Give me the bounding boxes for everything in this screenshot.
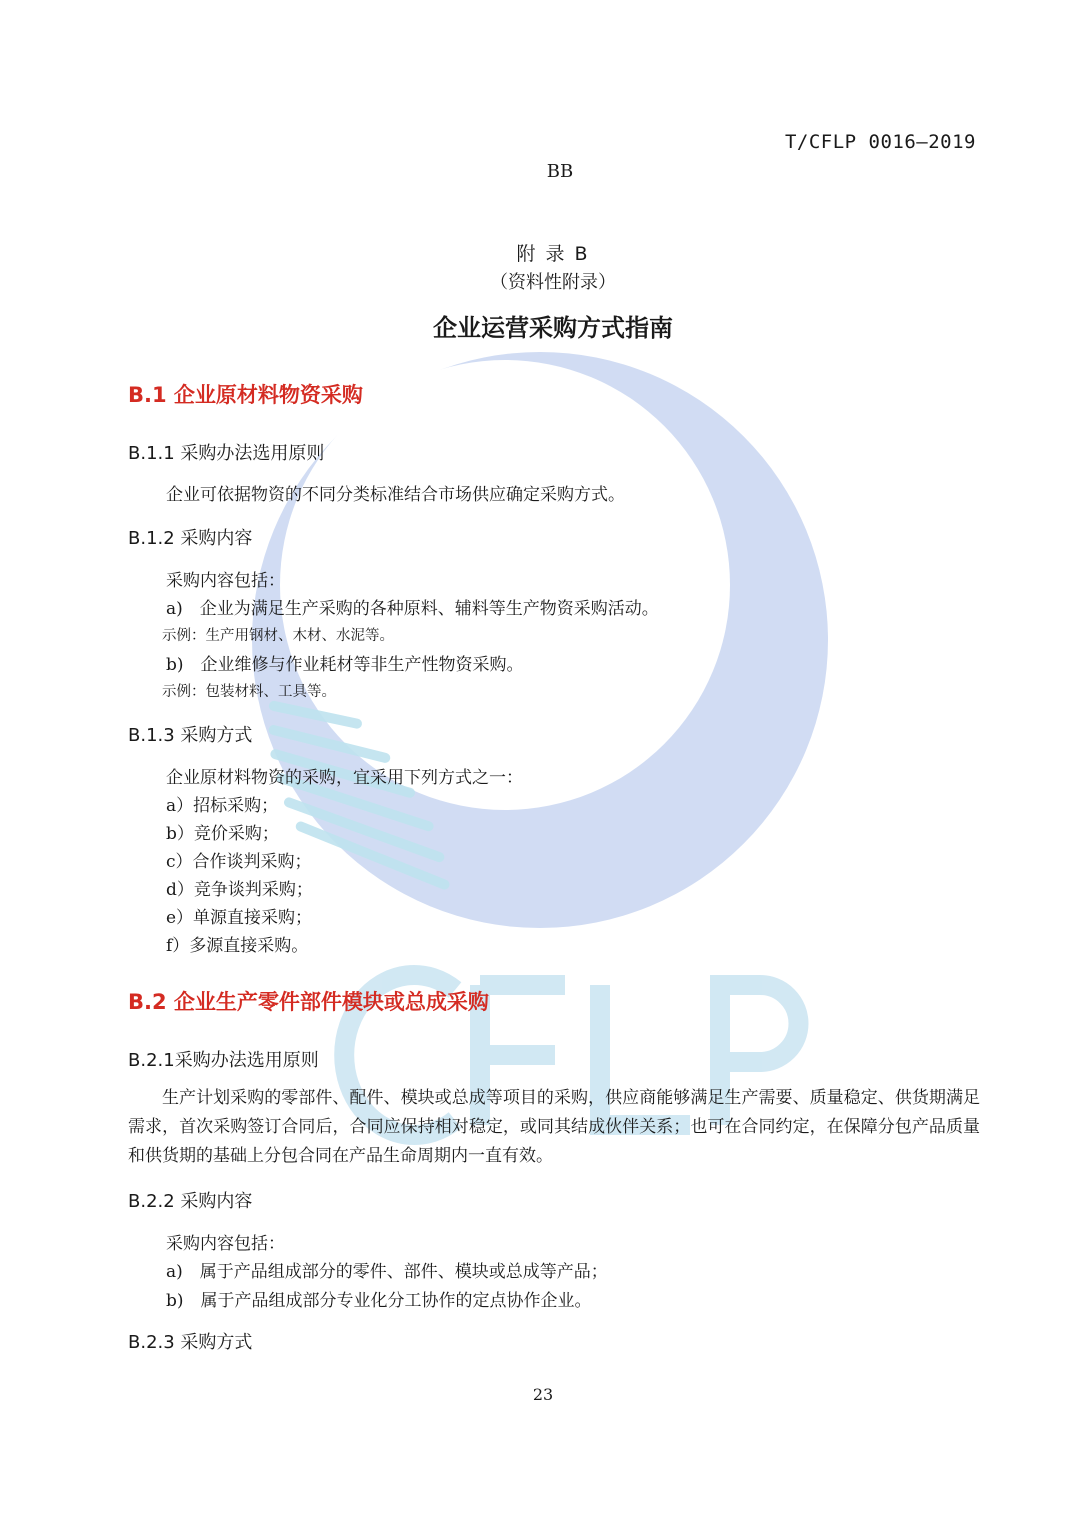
document-title: 企业运营采购方式指南 bbox=[433, 314, 673, 342]
section-b21-heading: B.2.1采购办法选用原则 bbox=[128, 1050, 319, 1071]
section-b12-intro: 采购内容包括： bbox=[166, 571, 285, 591]
section-b22-intro: 采购内容包括： bbox=[166, 1234, 285, 1254]
page-number: 23 bbox=[532, 1385, 554, 1404]
section-b23-heading: B.2.3 采购方式 bbox=[128, 1332, 253, 1353]
section-b22-item-b: b) 属于产品组成部分专业化分工协作的定点协作企业。 bbox=[166, 1291, 592, 1311]
section-b12-example-a: 示例：生产用钢材、木材、水泥等。 bbox=[162, 628, 394, 644]
section-b11-text: 企业可依据物资的不同分类标准结合市场供应确定采购方式。 bbox=[166, 485, 625, 505]
section-b21-text: 生产计划采购的零部件、配件、模块或总成等项目的采购，供应商能够满足生产需要、质量稳定、供货期满足需求，首次采购签订合同后，合同应保持相对稳定，或同其结成伙伴关系；也可在合同约定，在保障分包产品质量和供货期的基础上分包合同在产品生命周期内一直有效。 bbox=[128, 1088, 980, 1166]
section-b22-heading: B.2.2 采购内容 bbox=[128, 1191, 253, 1212]
annex-label: 附 录 B bbox=[516, 243, 590, 265]
list-item: f）多源直接采购。 bbox=[166, 936, 309, 956]
list-item: a）招标采购； bbox=[166, 796, 279, 816]
list-item: c）合作谈判采购； bbox=[166, 852, 312, 872]
section-b22-item-a: a) 属于产品组成部分的零件、部件、模块或总成等产品； bbox=[166, 1262, 608, 1282]
section-b2-heading: B.2 企业生产零件部件模块或总成采购 bbox=[128, 990, 489, 1014]
list-item: d）竞争谈判采购； bbox=[166, 880, 313, 900]
section-b13-heading: B.1.3 采购方式 bbox=[128, 725, 253, 746]
list-item: e）单源直接采购； bbox=[166, 908, 313, 928]
list-item: b）竞价采购； bbox=[166, 824, 279, 844]
section-b13-intro: 企业原材料物资的采购，宜采用下列方式之一： bbox=[166, 768, 523, 788]
section-b11-heading: B.1.1 采购办法选用原则 bbox=[128, 443, 325, 464]
section-b12-item-b: b) 企业维修与作业耗材等非生产性物资采购。 bbox=[166, 655, 524, 675]
section-b12-heading: B.1.2 采购内容 bbox=[128, 528, 253, 549]
standard-code: T/CFLP 0016—2019 bbox=[784, 131, 976, 153]
annex-type: （资料性附录） bbox=[490, 272, 616, 293]
bb-mark: BB bbox=[546, 161, 574, 182]
section-b1-heading: B.1 企业原材料物资采购 bbox=[128, 383, 363, 407]
section-b12-item-a: a) 企业为满足生产采购的各种原料、辅料等生产物资采购活动。 bbox=[166, 599, 659, 619]
section-b12-example-b: 示例：包装材料、工具等。 bbox=[162, 684, 336, 700]
